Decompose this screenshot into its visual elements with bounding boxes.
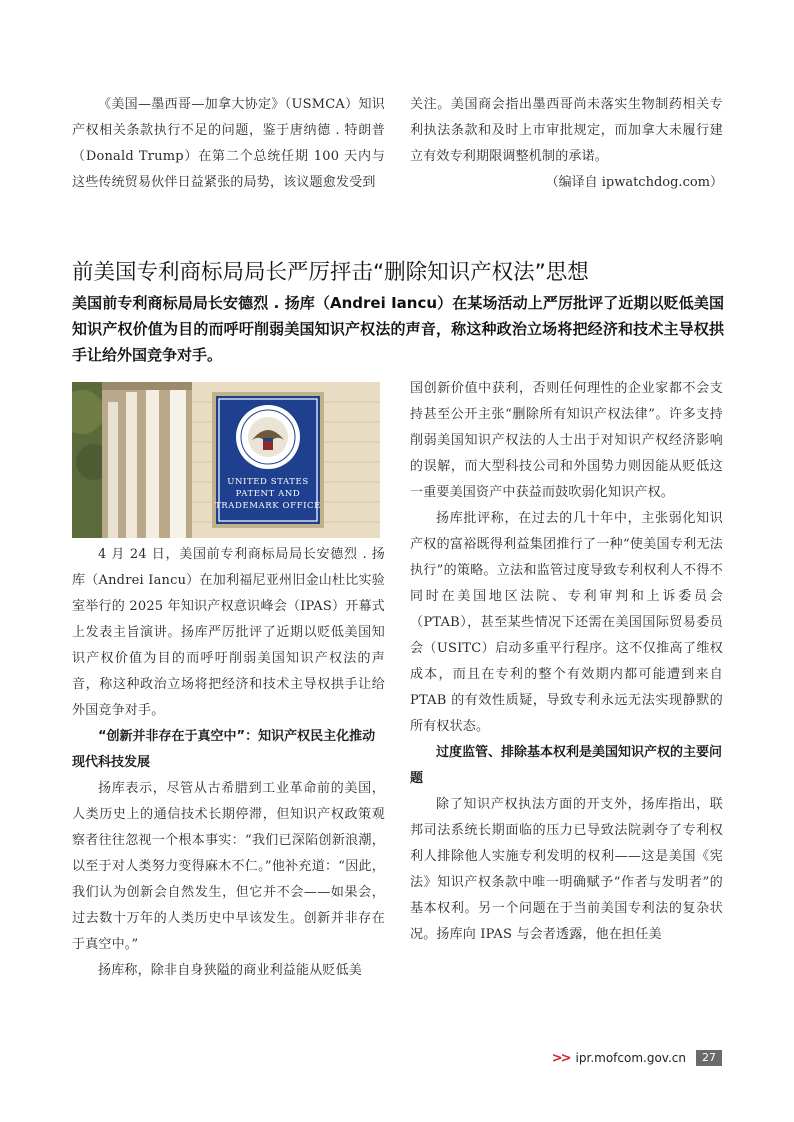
uspto-sign-photo xyxy=(72,382,380,538)
footer-site-link[interactable]: ipr.mofcom.gov.cn xyxy=(575,1051,686,1065)
sign-line2: Patent and xyxy=(235,489,301,499)
article-headline: 前美国专利商标局局长严厉抨击“删除知识产权法”思想 xyxy=(72,260,589,285)
left-paragraph-2: 扬库表示，尽管从古希腊到工业革命前的美国，人类历史上的通信技术长期停滞，但知识产权政策观察者往往忽视一个根本事实：“我们已深陷创新浪潮，以至于对人类努力变得麻木不仁。”他补充道：“因此，我们认为创新会自然发生，但它并不会——如果会，过去数十万年的人类历史中早该发生。创新并非存在于真空中。” xyxy=(72,781,385,952)
double-chevron-right-icon: >> xyxy=(551,1050,570,1066)
sign-line3: Trademark Office xyxy=(215,501,321,511)
uspto-seal-icon xyxy=(236,405,300,469)
page-number-badge: 27 xyxy=(696,1050,722,1066)
article-left-column xyxy=(72,542,385,984)
right-paragraph-3: 除了知识产权执法方面的开支外，扬库指出，联邦司法系统长期面临的压力已导致法院剥夺了专利权利人排除他人实施专利发明的权利——这是美国《宪法》知识产权条款中唯一明确赋予“作者与发明者”的基本权利。另一个问题在于当前美国专利法的复杂状况。扬库向 IPAS 与会者透露，他在担任美 xyxy=(410,797,723,942)
left-paragraph-1: 4 月 24 日，美国前专利商标局局长安德烈 . 扬库（Andrei Iancu）在加利福尼亚州旧金山杜比实验室举行的 2025 年知识产权意识峰会（IPAS）开幕式上发表主旨演讲。扬库严厉批评了近期以贬低美国知识产权价值为目的而呼吁削弱美国知识产权法的声音，称这种政治立场将把经济和技术主导权拱手让给外国竞争对手。 xyxy=(72,547,385,718)
sign-line1: United States xyxy=(227,477,309,487)
article-right-column xyxy=(410,376,723,948)
source-note: （编译自 ipwatchdog.com） xyxy=(545,175,723,190)
top-left-paragraph: 《美国—墨西哥—加拿大协定》（USMCA）知识产权相关条款执行不足的问题，鉴于唐纳德 . 特朗普（Donald Trump）在第二个总统任期 100 天内与这些传统贸易伙伴日益紧张的局势，该议题愈发受到 xyxy=(72,97,385,190)
top-left-column xyxy=(72,92,385,196)
article-lede: 美国前专利商标局局长安德烈 . 扬库（Andrei Iancu）在某场活动上严厉批评了近期以贬低美国知识产权价值为目的而呼吁削弱美国知识产权法的声音，称这种政治立场将把经济和技术主导权拱手让给外国竞争对手。 xyxy=(72,294,724,364)
subheading-1: “创新并非存在于真空中”：知识产权民主化推动现代科技发展 xyxy=(72,729,376,770)
left-paragraph-3: 扬库称，除非自身狭隘的商业利益能从贬低美 xyxy=(98,963,363,978)
right-paragraph-1: 国创新价值中获利，否则任何理性的企业家都不会支持甚至公开主张“删除所有知识产权法律”。许多支持削弱美国知识产权法的人士出于对知识产权经济影响的误解，而大型科技公司和外国势力则因能从贬低这一重要美国资产中获益而鼓吹弱化知识产权。 xyxy=(410,381,723,500)
photo-illustration xyxy=(72,382,380,538)
page-footer xyxy=(552,1047,722,1069)
top-right-column xyxy=(410,92,723,196)
right-paragraph-2: 扬库批评称，在过去的几十年中，主张弱化知识产权的富裕既得利益集团推行了一种“使美国专利无法执行”的策略。立法和监管过度导致专利权利人不得不同时在美国地区法院、专利审判和上诉委员会（PTAB），甚至某些情况下还需在美国国际贸易委员会（USITC）启动多重平行程序。这不仅推高了维权成本，而且在专利的整个有效期内都可能遭到来自 PTAB 的有效性质疑，导致专利永远无法实现静默的所有权状态。 xyxy=(410,511,723,734)
subheading-2: 过度监管、排除基本权利是美国知识产权的主要问题 xyxy=(410,745,723,786)
top-right-paragraph: 关注。美国商会指出墨西哥尚未落实生物制药相关专利执法条款和及时上市审批规定，而加拿大未履行建立有效专利期限调整机制的承诺。 xyxy=(410,97,723,164)
